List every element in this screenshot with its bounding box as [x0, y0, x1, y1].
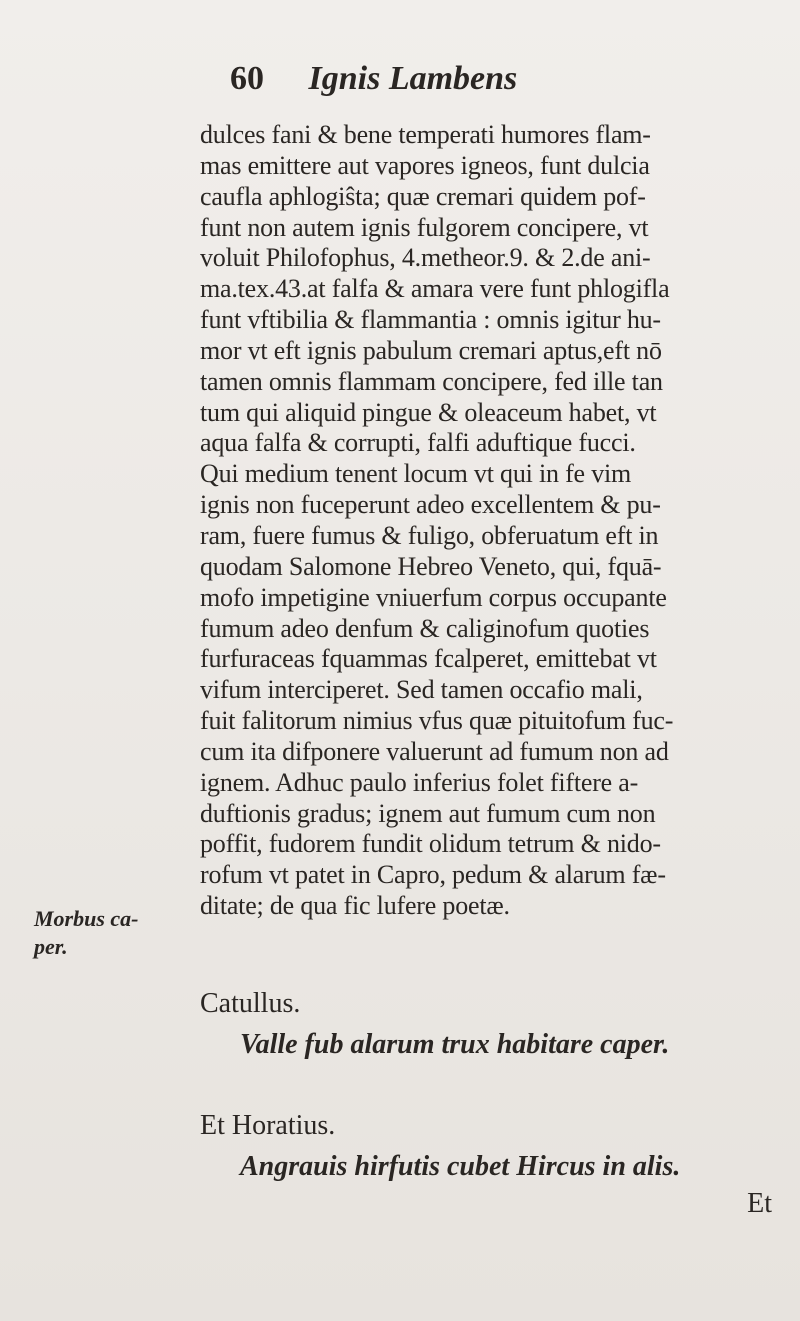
margin-note-line: Morbus ca-: [34, 906, 139, 931]
margin-note-line: per.: [34, 934, 68, 959]
text-line: tamen omnis flammam concipere, fed ille tan: [200, 366, 663, 396]
text-line: mor vt eft ignis pabulum cremari aptus,eft nō: [200, 335, 662, 365]
text-line: mofo impetigine vniuerfum corpus occupante: [200, 582, 667, 612]
text-line: ditate; de qua fic lufere poetæ.: [200, 891, 510, 921]
text-line: vifum interciperet. Sed tamen occafio mali,: [200, 675, 643, 705]
main-text-block: [200, 120, 790, 1220]
poem-author-horatius: Et Horatius.: [200, 1109, 336, 1141]
running-title: Ignis Lambens: [308, 60, 518, 97]
margin-note: [34, 905, 139, 961]
text-line: furfuraceas fquammas fcalperet, emittebat vt: [200, 644, 657, 674]
running-header: [230, 60, 517, 98]
poem-verse-catullus: Valle fub alarum trux habitare caper.: [240, 1028, 670, 1060]
text-line: fumum adeo denfum & caliginofum quoties: [200, 613, 650, 643]
text-line: caufla aphlogiŝta; quæ cremari quidem pof-: [200, 181, 646, 211]
text-line: ignis non fuceperunt adeo excellentem & pu-: [200, 490, 661, 520]
text-line: ignem. Adhuc paulo inferius folet fiftere a-: [200, 767, 639, 797]
text-line: rofum vt patet in Capro, pedum & alarum fæ-: [200, 860, 666, 890]
text-line: Qui medium tenent locum vt qui in fe vim: [200, 459, 632, 489]
text-line: quodam Salomone Hebreo Veneto, qui, fquā-: [200, 551, 662, 581]
text-line: funt non autem ignis fulgorem concipere, vt: [200, 212, 649, 242]
text-line: cum ita difponere valuerunt ad fumum non ad: [200, 736, 669, 766]
text-line: funt vftibilia & flammantia : omnis igitur hu-: [200, 305, 661, 335]
text-line: duftionis gradus; ignem aut fumum cum non: [200, 798, 656, 828]
page-number: 60: [230, 60, 264, 97]
text-line: voluit Philofophus, 4.metheor.9. & 2.de ani-: [200, 243, 651, 273]
catchword: Et: [747, 1187, 772, 1219]
text-line: poffit, fudorem fundit olidum tetrum & nido-: [200, 829, 661, 859]
text-line: tum qui aliquid pingue & oleaceum habet, vt: [200, 397, 657, 427]
text-line: mas emittere aut vapores igneos, funt dulcia: [200, 150, 650, 180]
text-line: ma.tex.43.at falfa & amara vere funt phlogifla: [200, 274, 670, 304]
text-line: ram, fuere fumus & fuligo, obferuatum eft in: [200, 520, 659, 550]
text-line: fuit falitorum nimius vfus quæ pituitofum fuc-: [200, 706, 674, 736]
text-line: dulces fani & bene temperati humores flam-: [200, 120, 651, 149]
text-line: aqua falfa & corrupti, falfi aduftique fucci.: [200, 428, 636, 458]
poem-verse-horatius: Angrauis hirfutis cubet Hircus in alis.: [240, 1150, 681, 1182]
poem-author-catullus: Catullus.: [200, 987, 301, 1019]
